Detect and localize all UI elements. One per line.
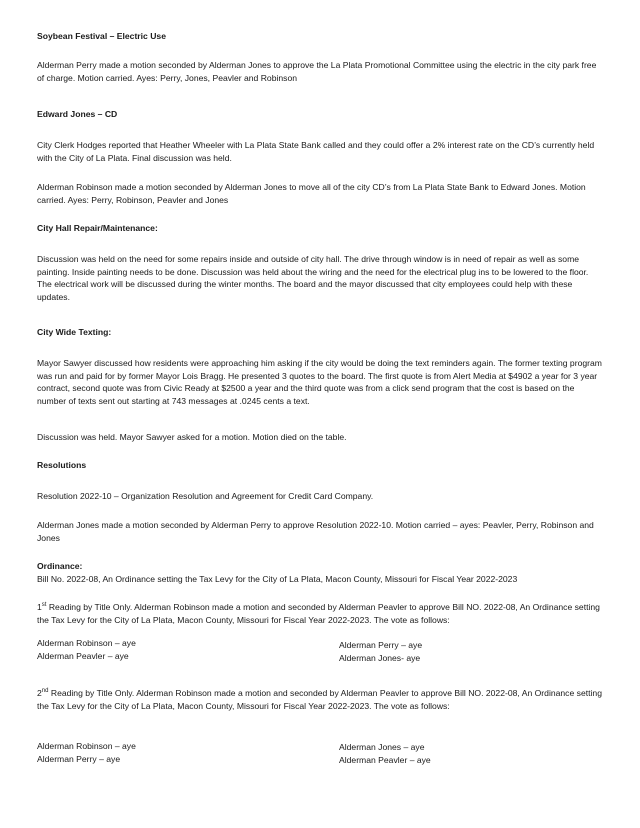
reading-number: 2: [37, 688, 42, 698]
vote-line: Alderman Jones- aye: [339, 653, 421, 663]
paragraph-resolution: Resolution 2022-10 – Organization Resolution and Agreement for Credit Card Company.: [37, 491, 374, 501]
vote-line: Alderman Jones – aye: [339, 742, 425, 752]
reading-text: Reading by Title Only. Alderman Robinson made a motion and seconded by Alderman Peavler to approve Bill NO. 2022-08, An Ordinance setting the Tax Levy for the City of La Plata, Macon County, Missouri for Fiscal Year 2022-2023. The vote as follows:: [37, 688, 602, 711]
heading-soybean: Soybean Festival – Electric Use: [37, 31, 166, 41]
vote-line: Alderman Robinson – aye: [37, 638, 136, 648]
reading-ordinal-suffix: st: [41, 602, 47, 609]
paragraph-first-reading: [37, 601, 603, 626]
paragraph-second-reading: [37, 687, 603, 712]
heading-resolutions: Resolutions: [37, 460, 87, 470]
heading-city-hall: City Hall Repair/Maintenance:: [37, 223, 158, 233]
paragraph-city-hall: Discussion was held on the need for some repairs inside and outside of city hall. The drive through window is in need of repair as well as some painting. Inside painting needs to be done. Discussion was held about the wiring and the need for the electrical plug ins to be lowered to the floor. The electrical work will be discussed during the winter months. The board and the mayor discussed that city employees could help with these updates.: [37, 254, 589, 302]
reading-ordinal-suffix: nd: [41, 688, 49, 695]
vote-line: Alderman Peavler – aye: [339, 755, 431, 765]
paragraph-soybean-motion: Alderman Perry made a motion seconded by Alderman Jones to approve the La Plata Promotional Committee using the electric in the city park free of charge. Motion carried. Ayes: Perry, Jones, Peavler and Robinson: [37, 60, 597, 83]
vote-line: Alderman Robinson – aye: [37, 741, 136, 751]
paragraph-cd-motion: Alderman Robinson made a motion seconded by Alderman Jones to move all of the city CD’s from La Plata State Bank to Edward Jones. Motion carried. Ayes: Perry, Robinson, Peavler and Jones: [37, 182, 586, 205]
paragraph-cd-report: City Clerk Hodges reported that Heather Wheeler with La Plata State Bank called and they could offer a 2% interest rate on the CD’s currently held with the City of La Plata. Final discussion was held.: [37, 140, 595, 163]
reading-number: 1: [37, 602, 42, 612]
paragraph-texting-motion: Discussion was held. Mayor Sawyer asked for a motion. Motion died on the table.: [37, 432, 347, 442]
vote-line: Alderman Peavler – aye: [37, 651, 129, 661]
vote-line: Alderman Perry – aye: [37, 754, 121, 764]
paragraph-texting-quotes: Mayor Sawyer discussed how residents were approaching him asking if the city would be doing the text reminders again. The former texting program was run and paid for by former Mayor Lois Bragg. He presented 3 quotes to the board. The first quote is from Alert Media at $4902 a year for 3 year contract, second quote was from Civic Ready at $2500 a year and the third quote was from a click send program that the cost is based on the number of texts sent out starting at 743 messages at .0245 cents a text.: [37, 358, 602, 406]
paragraph-bill: Bill No. 2022-08, An Ordinance setting the Tax Levy for the City of La Plata, Macon County, Missouri for Fiscal Year 2022-2023: [37, 574, 518, 584]
paragraph-resolution-motion: Alderman Jones made a motion seconded by Alderman Perry to approve Resolution 2022-10. Motion carried – ayes: Peavler, Perry, Robinson and Jones: [37, 520, 594, 543]
heading-edward-jones: Edward Jones – CD: [37, 109, 118, 119]
vote-line: Alderman Perry – aye: [339, 640, 423, 650]
heading-ordinance: Ordinance:: [37, 561, 83, 571]
reading-text: Reading by Title Only. Alderman Robinson made a motion and seconded by Alderman Peavler to approve Bill NO. 2022-08, An Ordinance setting the Tax Levy for the City of La Plata, Macon County, Missouri for Fiscal Year 2022-2023. The vote as follows:: [37, 602, 600, 625]
heading-texting: City Wide Texting:: [37, 327, 112, 337]
